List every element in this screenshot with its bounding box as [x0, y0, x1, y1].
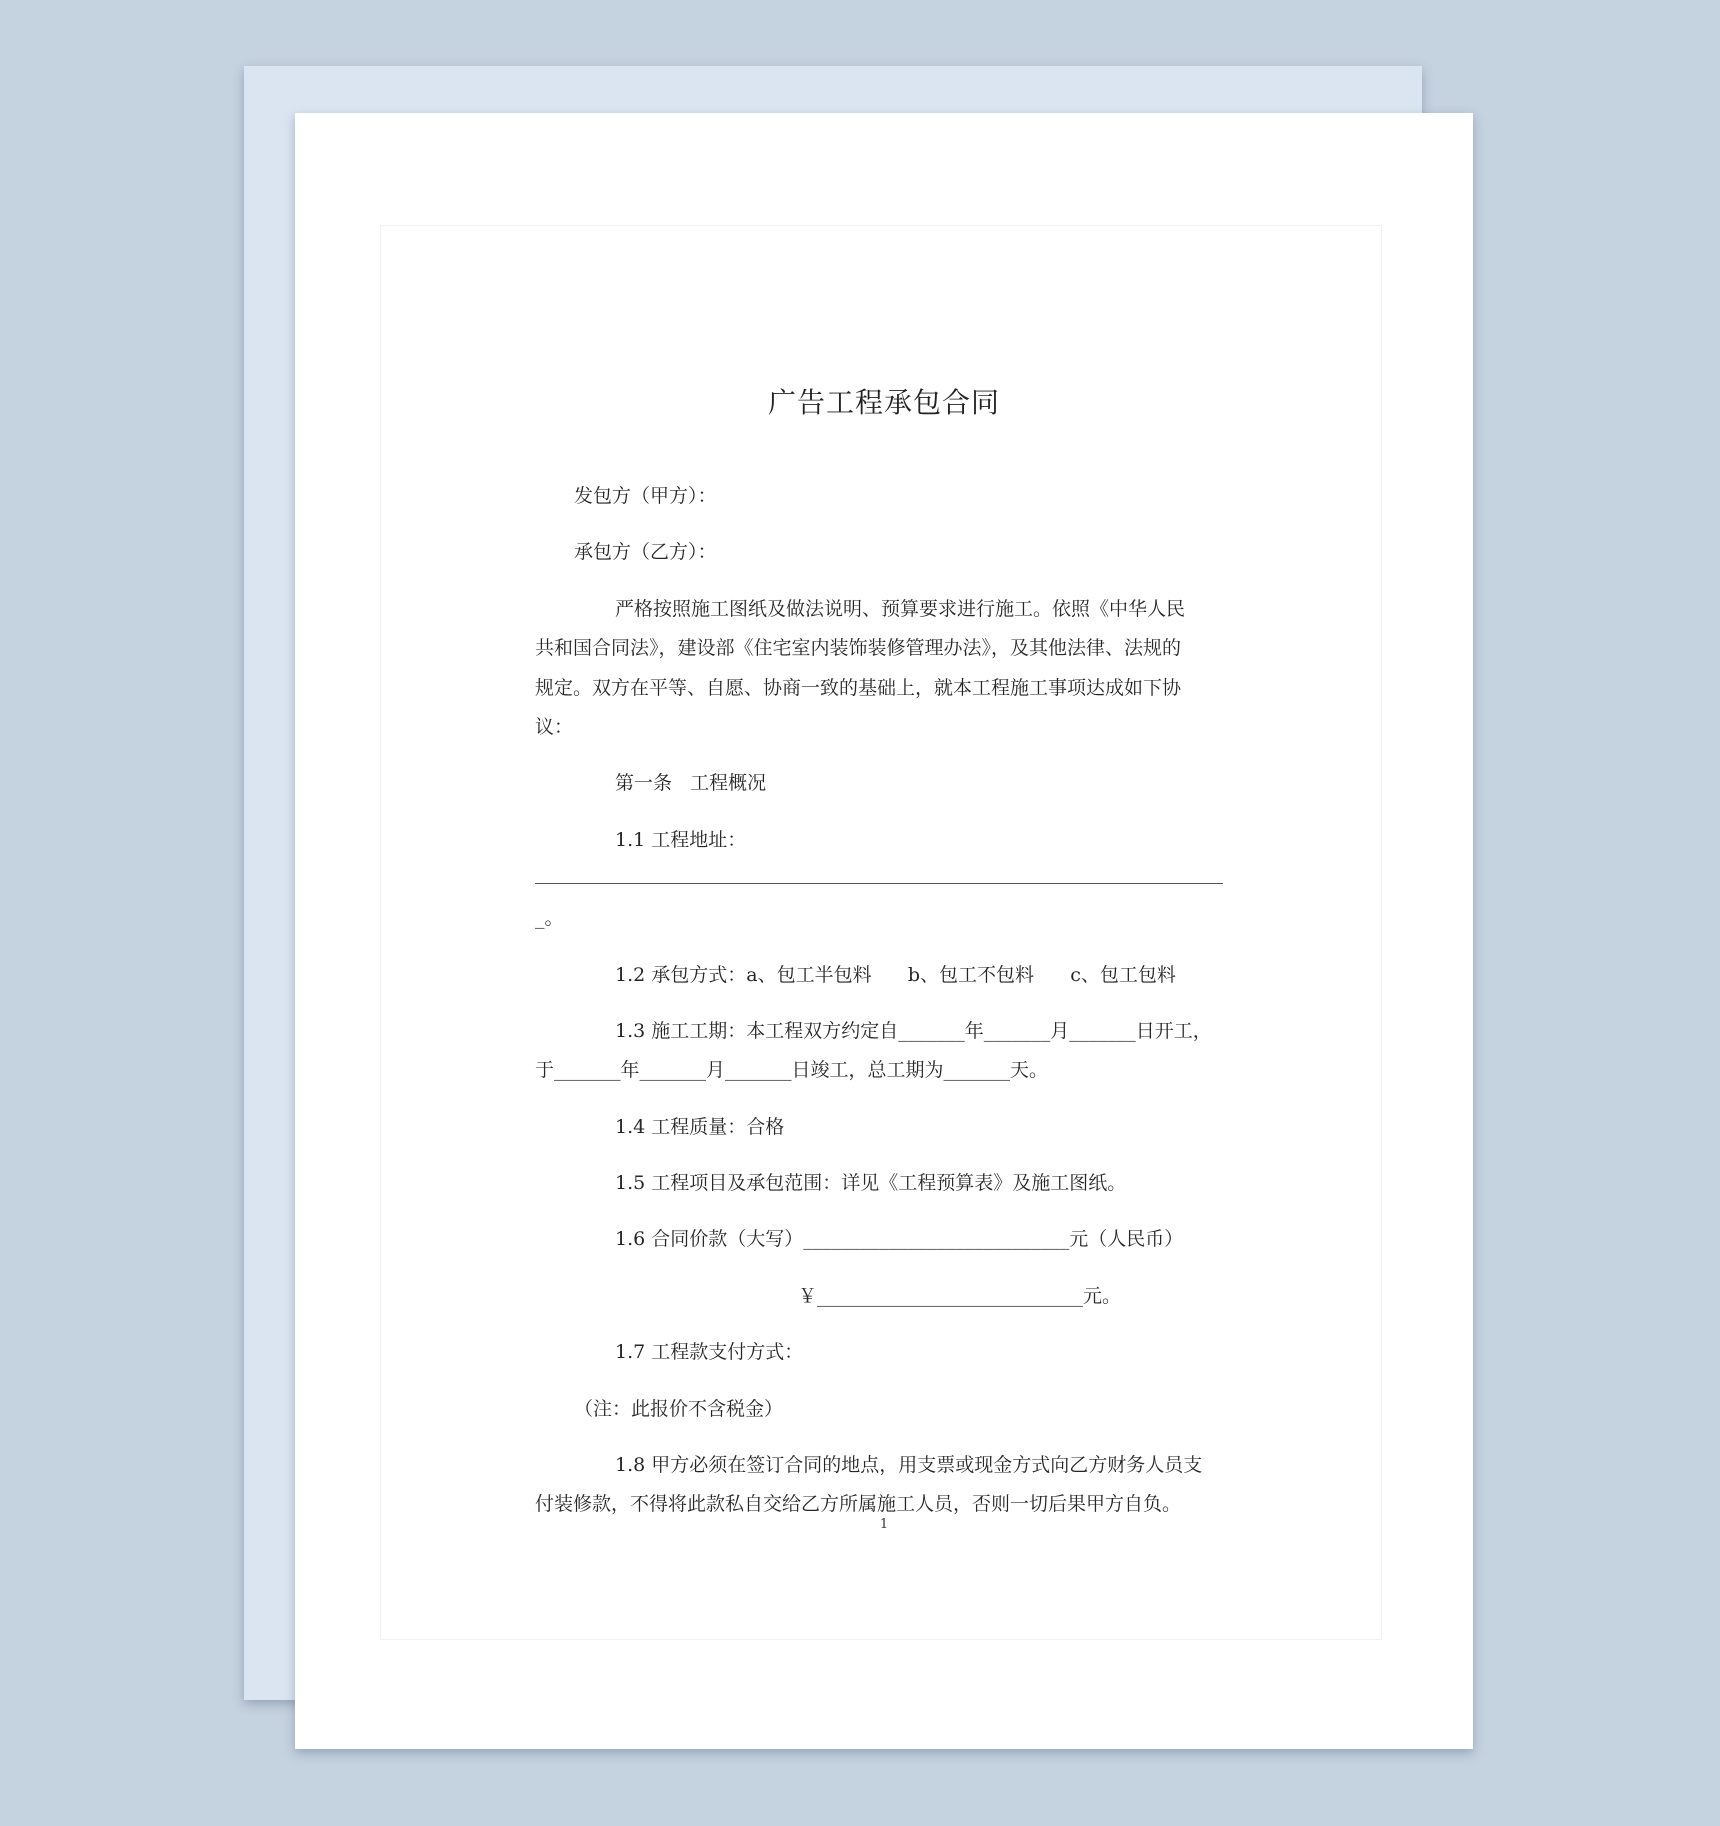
- party-a-line: 发包方（甲方）：: [574, 485, 717, 507]
- intro-paragraph-line-4: 议：: [535, 716, 574, 738]
- tax-note: （注：此报价不含税金）: [574, 1398, 784, 1420]
- clause-1-6: 1.6 合同价款（大写）____________________________元（人民币）: [615, 1228, 1184, 1250]
- clause-1-6-amount: ￥____________________________元。: [798, 1285, 1122, 1307]
- clause-1-3-line-1: 1.3 施工工期：本工程双方约定自_______年_______月_______日开工，: [615, 1020, 1212, 1042]
- intro-paragraph-line-2: 共和国合同法》，建设部《住宅室内装饰装修管理办法》，及其他法律、法规的: [535, 637, 1182, 659]
- clause-1-2: 1.2 承包方式：a、包工半包料 b、包工不包料 c、包工包料: [615, 964, 1176, 986]
- clause-1-8-line-1: 1.8 甲方必须在签订合同的地点，用支票或现金方式向乙方财务人员支: [615, 1454, 1203, 1476]
- intro-paragraph-line-3: 规定。双方在平等、自愿、协商一致的基础上，就本工程施工事项达成如下协: [535, 677, 1182, 699]
- clause-1-7: 1.7 工程款支付方式：: [615, 1341, 804, 1363]
- page-number: 1: [879, 1517, 889, 1532]
- party-b-line: 承包方（乙方）：: [574, 541, 717, 563]
- intro-paragraph-line-1: 严格按照施工图纸及做法说明、预算要求进行施工。依照《中华人民: [615, 598, 1186, 620]
- document-page: [295, 113, 1473, 1749]
- article-one-heading: 第一条 工程概况: [615, 772, 767, 794]
- clause-1-3-line-2: 于_______年_______月_______日竣工，总工期为_______天。: [535, 1059, 1049, 1081]
- content-frame: [380, 225, 1382, 1640]
- clause-1-4: 1.4 工程质量：合格: [615, 1116, 785, 1138]
- clause-1-1: 1.1 工程地址：: [615, 829, 747, 851]
- address-blank-line: [535, 883, 1223, 884]
- document-title: 广告工程承包合同: [767, 386, 1000, 419]
- clause-1-1-end: _。: [535, 907, 564, 929]
- clause-1-5: 1.5 工程项目及承包范围：详见《工程预算表》及施工图纸。: [615, 1172, 1127, 1194]
- clause-1-8-line-2: 付装修款，不得将此款私自交给乙方所属施工人员，否则一切后果甲方自负。: [535, 1493, 1182, 1515]
